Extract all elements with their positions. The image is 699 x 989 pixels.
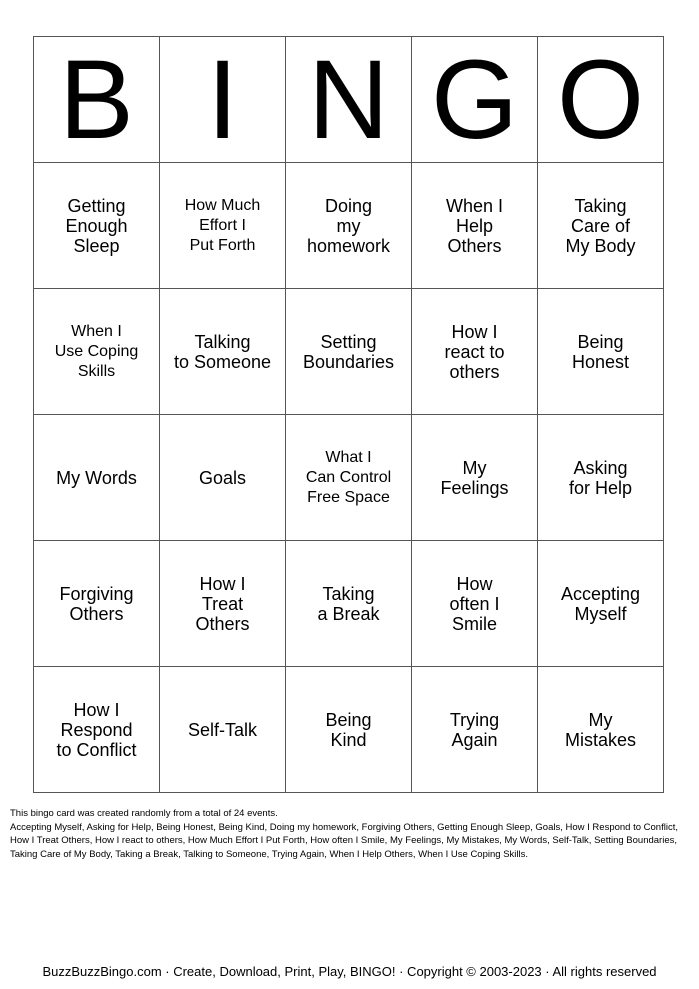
header-letter-g: G bbox=[430, 36, 519, 162]
bingo-cell-text: When I Use Coping Skills bbox=[54, 322, 139, 380]
bingo-cell bbox=[286, 541, 412, 667]
header-row bbox=[34, 37, 664, 163]
bingo-cell bbox=[160, 541, 286, 667]
header-letter-o: O bbox=[556, 36, 645, 162]
created-note: This bingo card was created randomly from a total of 24 events. bbox=[10, 808, 278, 819]
bingo-cell-text: Goals bbox=[198, 467, 247, 488]
bingo-cell-text: Taking Care of My Body bbox=[565, 195, 636, 256]
bingo-cell-text: Forgiving Others bbox=[59, 583, 134, 624]
bingo-cell bbox=[286, 163, 412, 289]
bingo-row-5 bbox=[34, 667, 664, 793]
bingo-cell-text: Self-Talk bbox=[187, 719, 258, 740]
bingo-cell-text: When I Help Others bbox=[445, 195, 504, 256]
bingo-row-3 bbox=[34, 415, 664, 541]
bingo-cell bbox=[286, 667, 412, 793]
events-list: Accepting Myself, Asking for Help, Being Honest, Being Kind, Doing my homework, Forgiving Others, Getting Enough Sleep, Goals, How I Respond to Conflict, How I Treat Others, How I react to others, How Much Effort I Put Forth, How often I Smile, My Feelings, My Mistakes, My Words, Self-Talk, Setting Boundaries, Taking Care of My Body, Taking a Break, Talking to Someone, Trying Again, When I Help Others, When I Use Coping Skills. bbox=[10, 821, 678, 860]
bingo-row-1 bbox=[34, 163, 664, 289]
bingo-cell bbox=[538, 667, 664, 793]
bingo-cell bbox=[538, 289, 664, 415]
bingo-cell-text: Trying Again bbox=[449, 709, 500, 750]
header-cell-b bbox=[34, 37, 160, 163]
bingo-cell-text: My Mistakes bbox=[564, 709, 636, 750]
bingo-cell bbox=[286, 289, 412, 415]
bingo-cell-text: Getting Enough Sleep bbox=[65, 195, 128, 256]
header-letter-b: B bbox=[59, 36, 134, 162]
bingo-cell-text: My Words bbox=[56, 467, 137, 488]
header-cell-i bbox=[160, 37, 286, 163]
bingo-cell-text: How I Treat Others bbox=[195, 573, 250, 634]
bingo-cell bbox=[412, 541, 538, 667]
header-cell-g bbox=[412, 37, 538, 163]
bingo-cell bbox=[34, 163, 160, 289]
bingo-cell-text: My Feelings bbox=[440, 457, 509, 498]
card-info bbox=[10, 807, 690, 861]
bingo-cell bbox=[412, 415, 538, 541]
bingo-cell bbox=[34, 541, 160, 667]
bingo-cell-text: Talking to Someone bbox=[173, 331, 272, 372]
bingo-card-grid bbox=[33, 36, 664, 793]
bingo-cell bbox=[412, 289, 538, 415]
bingo-cell bbox=[160, 415, 286, 541]
bingo-row-2 bbox=[34, 289, 664, 415]
footer-copyright: BuzzBuzzBingo.com · Create, Download, Print, Play, BINGO! · Copyright © 2003-2023 · All rights reserved bbox=[42, 964, 657, 979]
bingo-cell-text: Doing my homework bbox=[306, 195, 391, 256]
header-letter-i: I bbox=[206, 36, 239, 162]
bingo-cell-text: How I react to others bbox=[444, 321, 505, 382]
header-letter-n: N bbox=[308, 36, 389, 162]
bingo-cell bbox=[538, 541, 664, 667]
bingo-cell bbox=[34, 415, 160, 541]
bingo-cell bbox=[160, 289, 286, 415]
bingo-cell bbox=[538, 163, 664, 289]
bingo-cell bbox=[160, 667, 286, 793]
bingo-cell bbox=[34, 667, 160, 793]
bingo-cell-text: Being Honest bbox=[571, 331, 630, 372]
bingo-cell bbox=[412, 163, 538, 289]
bingo-cell-text: Setting Boundaries bbox=[302, 331, 395, 372]
bingo-cell-text: How often I Smile bbox=[449, 573, 500, 634]
bingo-cell bbox=[34, 289, 160, 415]
bingo-cell-text: Being Kind bbox=[325, 709, 372, 750]
bingo-cell-text: Taking a Break bbox=[317, 583, 380, 624]
bingo-cell-text: How Much Effort I Put Forth bbox=[184, 196, 261, 254]
bingo-cell bbox=[160, 163, 286, 289]
bingo-cell-text: How I Respond to Conflict bbox=[56, 699, 137, 760]
free-space-cell bbox=[286, 415, 412, 541]
bingo-row-4 bbox=[34, 541, 664, 667]
bingo-cell bbox=[412, 667, 538, 793]
header-cell-o bbox=[538, 37, 664, 163]
bingo-cell-text: Accepting Myself bbox=[560, 583, 641, 624]
bingo-cell bbox=[538, 415, 664, 541]
bingo-cell-text: Asking for Help bbox=[568, 457, 633, 498]
free-space-text: What I Can Control Free Space bbox=[305, 448, 392, 506]
header-cell-n bbox=[286, 37, 412, 163]
